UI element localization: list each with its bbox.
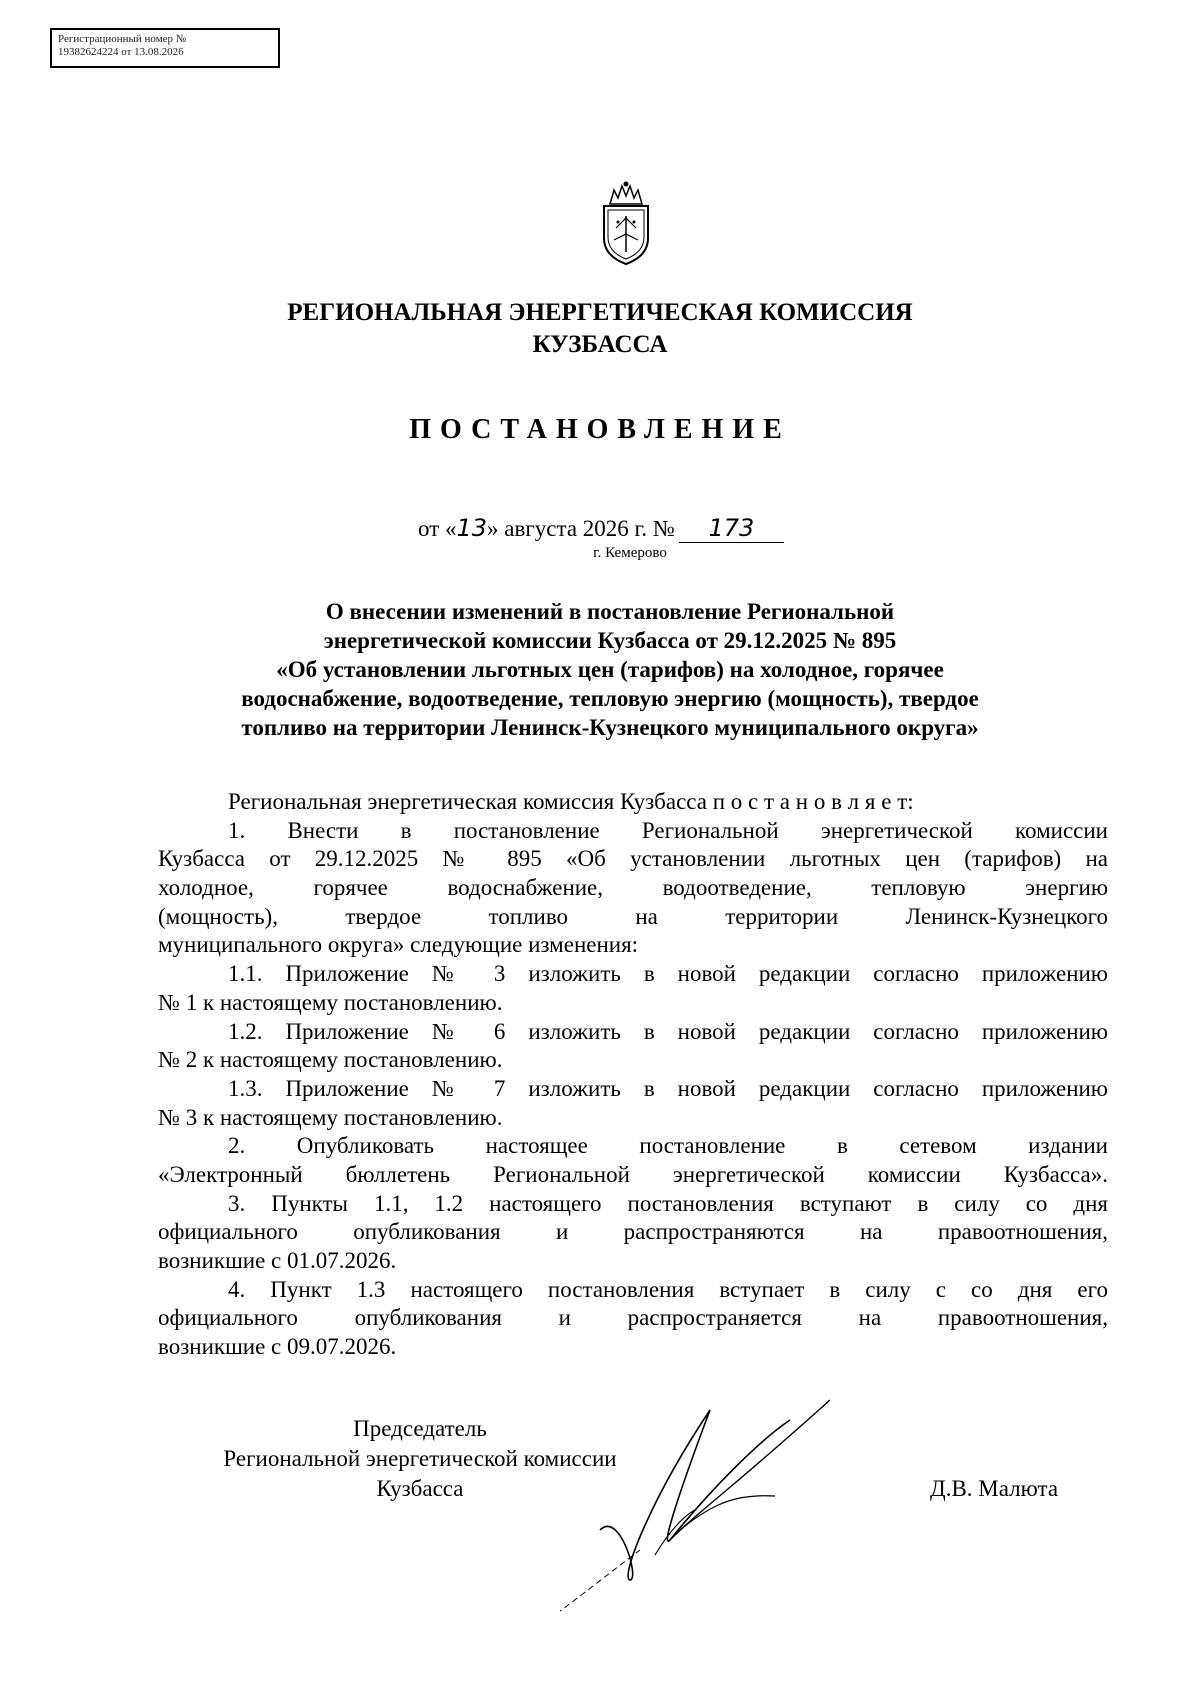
subject-line: энергетической комиссии Кузбасса от 29.12.2025 № 895 [323, 628, 897, 653]
body-line: официального опубликования и распространяется на правоотношения, [158, 1305, 1108, 1331]
organization-name-line-2: КУЗБАССА [532, 331, 668, 358]
stamp-line-2: 19382624224 от 13.08.2026 [58, 46, 184, 58]
subject-line: «Об установлении льготных цен (тарифов) на холодное, горячее [276, 657, 944, 682]
body-line: 3. Пункты 1.1, 1.2 настоящего постановления вступают в силу со дня [228, 1190, 1108, 1216]
date-middle: » августа 2026 г. № [487, 516, 675, 541]
body-line: 1.2. Приложение № 6 изложить в новой редакции согласно приложению [228, 1018, 1108, 1044]
body-line: № 1 к настоящему постановлению. [158, 989, 503, 1015]
body-line: холодное, горячее водоснабжение, водоотведение, тепловую энергию [158, 875, 1108, 901]
signatory-title-line-2: Региональной энергетической комиссии [223, 1446, 617, 1471]
coat-of-arms-icon [596, 180, 656, 266]
body-line: 1. Внести в постановление Региональной энергетической комиссии [228, 817, 1108, 843]
body-line: официального опубликования и распространяются на правоотношения, [158, 1219, 1108, 1245]
handwritten-day: 13 [456, 514, 488, 542]
subject-line: водоснабжение, водоотведение, тепловую энергию (мощность), твердое [241, 686, 979, 711]
body-line: 1.1. Приложение № 3 изложить в новой редакции согласно приложению [228, 961, 1108, 987]
body-line: возникшие с 01.07.2026. [158, 1248, 397, 1273]
subject-line: топливо на территории Ленинск-Кузнецкого муниципального округа» [241, 715, 979, 740]
document-body [158, 788, 1108, 1362]
body-line: 2. Опубликовать настоящее постановление в сетевом издании [228, 1133, 1108, 1159]
handwritten-document-number: 173 [679, 514, 784, 543]
registration-stamp [50, 28, 280, 68]
city: г. Кемерово [593, 545, 667, 561]
date-line [418, 514, 784, 543]
body-line: № 3 к настоящему постановлению. [158, 1104, 503, 1130]
handwritten-signature [560, 1380, 960, 1630]
stamp-line-1: Регистрационный номер № [58, 33, 187, 45]
organization-name-line-1: РЕГИОНАЛЬНАЯ ЭНЕРГЕТИЧЕСКАЯ КОМИССИЯ [287, 299, 913, 326]
body-line: 1.3. Приложение № 7 изложить в новой редакции согласно приложению [228, 1075, 1108, 1101]
body-line: (мощность), твердое топливо на территории Ленинск-Кузнецкого [158, 903, 1108, 929]
signatory-title-line-3: Кузбасса [376, 1476, 464, 1501]
date-prefix: от « [418, 516, 457, 541]
body-line: «Электронный бюллетень Региональной энергетической комиссии Кузбасса». [158, 1161, 1108, 1187]
body-line: Кузбасса от 29.12.2025 № 895 «Об установлении льготных цен (тарифов) на [158, 846, 1108, 872]
signatory-title-line-1: Председатель [353, 1416, 487, 1441]
body-line: № 2 к настоящему постановлению. [158, 1047, 503, 1073]
body-line: возникшие с 09.07.2026. [158, 1334, 397, 1360]
body-line: 4. Пункт 1.3 настоящего постановления вступает в силу с со дня его [228, 1276, 1108, 1302]
document-subject [150, 597, 1070, 742]
body-line: Региональная энергетическая комиссия Кузбасса п о с т а н о в л я е т: [228, 789, 914, 814]
subject-line: О внесении изменений в постановление Региональной [325, 599, 895, 624]
signatory-name: Д.В. Малюта [930, 1476, 1059, 1501]
document-type: ПОСТАНОВЛЕНИЕ [409, 414, 791, 445]
body-line: муниципального округа» следующие изменения: [158, 932, 639, 958]
